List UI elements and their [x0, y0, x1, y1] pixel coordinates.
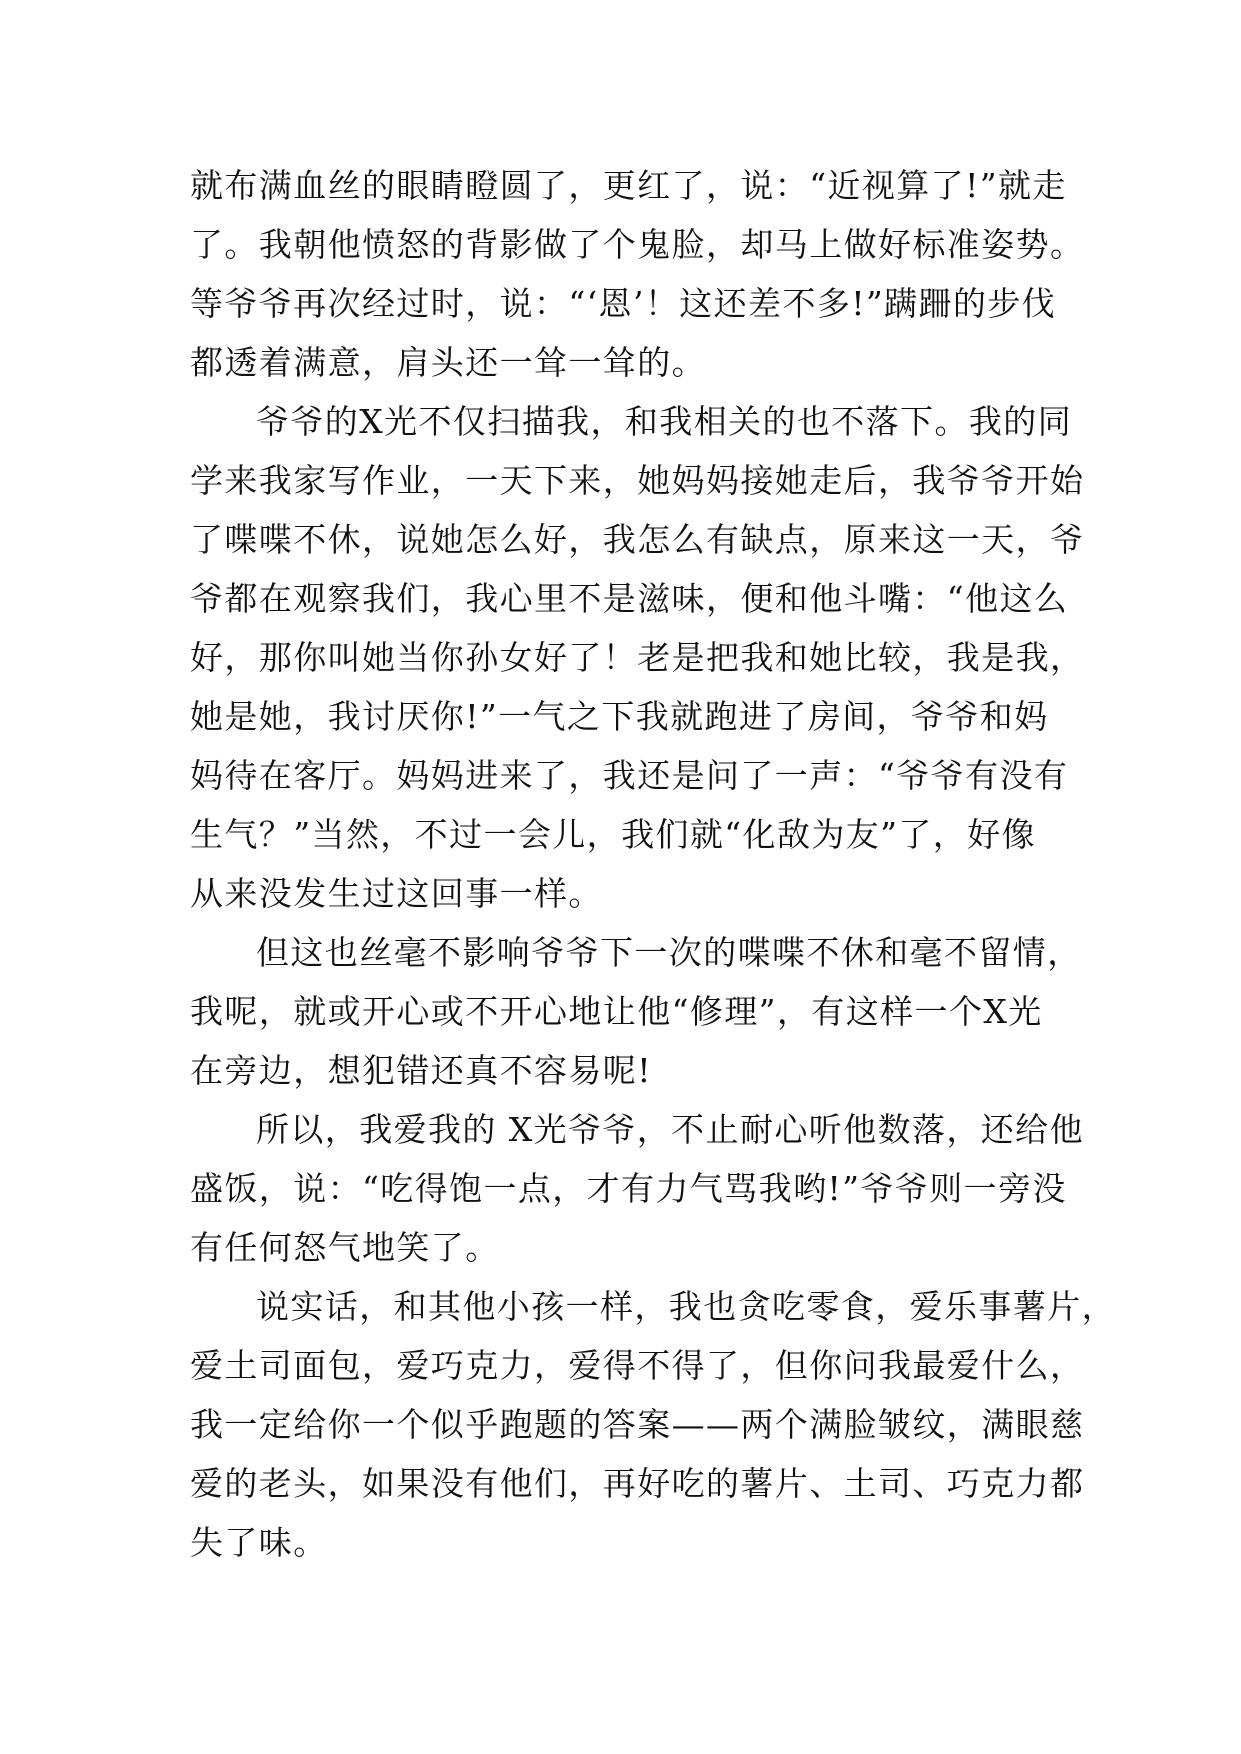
text-line: 我一定给你一个似乎跑题的答案——两个满脸皱纹，满眼慈	[190, 1405, 1085, 1444]
paragraph-first-line: 爷爷的X光不仅扫描我，和我相关的也不落下。我的同	[256, 402, 1073, 441]
text-line: 都透着满意，肩头还一耸一耸的。	[190, 343, 706, 382]
text-line: 我呢，就或开心或不开心地让他“修理”，有这样一个X光	[190, 992, 1043, 1031]
text-line: 爱的老头，如果没有他们，再好吃的薯片、土司、巧克力都	[190, 1464, 1085, 1503]
text-line: 她是她，我讨厌你!”一气之下我就跑进了房间，爷爷和妈	[190, 697, 1049, 736]
text-line: 好，那你叫她当你孙女好了！老是把我和她比较，我是我，	[190, 638, 1085, 677]
text-line: 爱土司面包，爱巧克力，爱得不得了，但你问我最爱什么，	[190, 1346, 1085, 1385]
text-line: 就布满血丝的眼睛瞪圆了，更红了，说：“近视算了!”就走	[190, 166, 1067, 205]
text-line: 了喋喋不休，说她怎么好，我怎么有缺点，原来这一天，爷	[190, 520, 1085, 559]
text-line: 在旁边，想犯错还真不容易呢!	[190, 1051, 652, 1090]
text-line: 生气？”当然，不过一会儿，我们就“化敌为友”了，好像	[190, 815, 1037, 854]
paragraph-first-line: 但这也丝毫不影响爷爷下一次的喋喋不休和毫不留情，	[256, 933, 1082, 972]
text-line: 妈待在客厅。妈妈进来了，我还是问了一声：“爷爷有没有	[190, 756, 1069, 795]
text-line: 有任何怒气地笑了。	[190, 1228, 500, 1267]
text-line: 等爷爷再次经过时，说：“‘恩’！这还差不多!”蹒跚的步伐	[190, 284, 1057, 323]
paragraph-first-line: 所以，我爱我的 X光爷爷，不止耐心听他数落，还给他	[256, 1110, 1084, 1149]
paragraph-first-line: 说实话，和其他小孩一样，我也贪吃零食，爱乐事薯片，	[256, 1287, 1116, 1326]
text-line: 爷都在观察我们，我心里不是滋味，便和他斗嘴：“他这么	[190, 579, 1069, 618]
body-text	[190, 156, 1116, 1572]
text-line: 从来没发生过这回事一样。	[190, 874, 603, 913]
text-line: 失了味。	[190, 1523, 328, 1562]
text-line: 盛饭，说：“吃得饱一点，才有力气骂我哟!”爷爷则一旁没	[190, 1169, 1067, 1208]
text-line: 学来我家写作业，一天下来，她妈妈接她走后，我爷爷开始	[190, 461, 1085, 500]
text-line: 了。我朝他愤怒的背影做了个鬼脸，却马上做好标准姿势。	[190, 225, 1085, 264]
